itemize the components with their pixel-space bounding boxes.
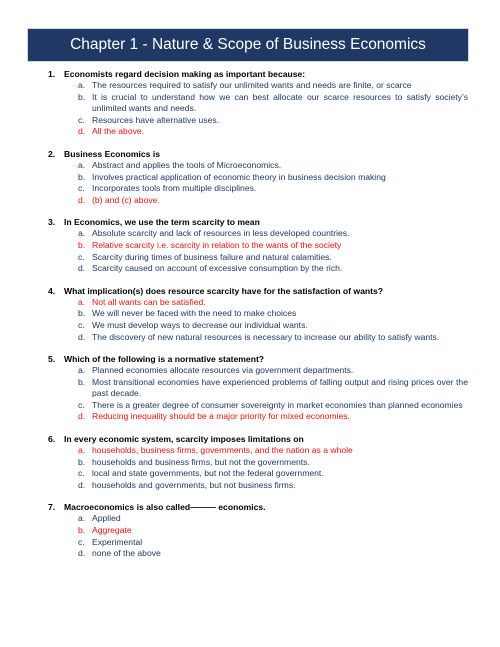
option-letter: d. (78, 331, 86, 342)
question-item (48, 353, 468, 423)
correct-answer-option (78, 297, 468, 309)
answer-option (78, 400, 468, 412)
question-item (48, 216, 468, 274)
option-letter: a. (78, 365, 86, 376)
question-item (48, 285, 468, 343)
option-text: The resources required to satisfy our unlimited wants and needs are finite, or scarce (92, 80, 412, 90)
answer-option (78, 365, 468, 377)
option-letter: b. (78, 376, 86, 387)
option-letter: d. (78, 126, 86, 137)
question-number: 1. (48, 69, 56, 79)
option-text: Applied (92, 513, 121, 524)
option-text: Resources have alternative uses. (92, 114, 220, 125)
option-text: Involves practical application of economic theory in business decision making (92, 171, 386, 182)
option-letter: c. (78, 114, 85, 125)
option-letter: b. (78, 239, 86, 250)
question-item (48, 433, 468, 491)
option-list (48, 297, 468, 343)
correct-answer-option (78, 240, 468, 252)
question-text (48, 353, 468, 365)
answer-option (78, 263, 468, 275)
answer-option (78, 172, 468, 184)
answer-option (78, 308, 468, 320)
option-text: (b) and (c) above. (92, 194, 160, 205)
answer-option (78, 377, 468, 400)
option-text: It is crucial to understand how we can best allocate our scarce resources to satisfy society’s unlimited wants and needs. (92, 91, 468, 114)
answer-option (78, 320, 468, 332)
option-list (48, 228, 468, 274)
option-letter: a. (78, 159, 86, 170)
answer-option (78, 228, 468, 240)
answer-option (78, 252, 468, 264)
option-letter: c. (78, 536, 85, 547)
option-text: households and governments, but not business firms. (92, 479, 296, 490)
option-text: All the above. (92, 126, 145, 137)
chapter-title: Chapter 1 - Nature & Scope of Business Economics (70, 36, 426, 53)
option-text: The discovery of new natural resources is necessary to increase our ability to satisfy wants. (92, 331, 440, 342)
question-stem: In Economics, we use the term scarcity to mean (64, 217, 260, 228)
option-letter: c. (78, 399, 85, 410)
question-stem: Economists regard decision making as important because: (64, 69, 306, 79)
option-list (48, 365, 468, 423)
option-letter: c. (78, 251, 85, 262)
option-letter: a. (78, 80, 86, 90)
option-text: Not all wants can be satisfied. (92, 296, 206, 307)
option-letter: c. (78, 319, 85, 330)
answer-option (78, 160, 468, 172)
option-text: Abstract and applies the tools of Microeconomics. (92, 159, 282, 170)
option-letter: d. (78, 411, 86, 422)
answer-option (78, 480, 468, 492)
option-text: Absolute scarcity and lack of resources in less developed countries. (92, 228, 350, 239)
option-text: households, business firms, governments, and the nation as a whole (92, 445, 353, 456)
question-list (48, 68, 468, 570)
chapter-title-banner (28, 29, 468, 61)
option-text: We must develop ways to decrease our individual wants. (92, 319, 308, 330)
question-text (48, 148, 468, 160)
option-text: households and business firms, but not the governments. (92, 456, 310, 467)
correct-answer-option (78, 411, 468, 423)
option-text: local and state governments, but not the federal government. (92, 468, 324, 479)
question-text (48, 501, 468, 513)
option-letter: d. (78, 263, 86, 274)
question-number: 7. (48, 502, 56, 513)
option-text: Reducing inequality should be a major priority for mixed economies. (92, 411, 350, 422)
question-text (48, 68, 468, 80)
option-letter: b. (78, 525, 86, 536)
option-letter: c. (78, 468, 85, 479)
answer-option (78, 115, 468, 127)
correct-answer-option (78, 445, 468, 457)
option-text: There is a greater degree of consumer sovereignty in market economies than planned economies (92, 399, 463, 410)
option-text: We will never be faced with the need to make choices (92, 308, 297, 319)
option-text: none of the above (92, 548, 161, 559)
option-letter: a. (78, 228, 86, 239)
option-letter: b. (78, 171, 86, 182)
question-stem: Business Economics is (64, 148, 160, 159)
answer-option (78, 513, 468, 525)
question-text (48, 433, 468, 445)
option-text: Relative scarcity i.e. scarcity in relation to the wants of the society (92, 239, 342, 250)
question-item (48, 501, 468, 559)
question-number: 6. (48, 434, 56, 445)
option-list (48, 445, 468, 491)
question-stem: In every economic system, scarcity imposes limitations on (64, 434, 304, 445)
option-letter: d. (78, 548, 86, 559)
question-stem: What implication(s) does resource scarcity have for the satisfaction of wants? (64, 285, 384, 296)
option-text: Scarcity caused on account of excessive consumption by the rich. (92, 263, 343, 274)
option-letter: b. (78, 91, 86, 102)
answer-option (78, 548, 468, 560)
answer-option (78, 537, 468, 549)
answer-option (78, 468, 468, 480)
option-list (48, 160, 468, 206)
option-letter: d. (78, 479, 86, 490)
answer-option (78, 80, 468, 92)
answer-option (78, 332, 468, 344)
option-letter: a. (78, 445, 86, 456)
question-number: 4. (48, 285, 56, 296)
option-letter: d. (78, 194, 86, 205)
question-stem: Macroeconomics is also called——— economics. (64, 502, 266, 513)
option-letter: c. (78, 183, 85, 194)
answer-option (78, 457, 468, 469)
question-stem: Which of the following is a normative statement? (64, 354, 265, 365)
option-text: Experimental (92, 536, 143, 547)
question-text (48, 216, 468, 228)
question-item (48, 68, 468, 138)
option-text: Most transitional economies have experienced problems of falling output and rising prices over the past decade. (92, 376, 468, 399)
question-number: 2. (48, 148, 56, 159)
option-letter: b. (78, 308, 86, 319)
question-item (48, 148, 468, 206)
answer-option (78, 92, 468, 115)
option-letter: a. (78, 513, 86, 524)
question-text (48, 285, 468, 297)
answer-option (78, 183, 468, 195)
option-text: Aggregate (92, 525, 132, 536)
option-letter: a. (78, 296, 86, 307)
option-letter: b. (78, 456, 86, 467)
question-number: 5. (48, 354, 56, 365)
option-text: Scarcity during times of business failure and natural calamities. (92, 251, 332, 262)
option-list (48, 80, 468, 138)
correct-answer-option (78, 525, 468, 537)
correct-answer-option (78, 126, 468, 138)
option-text: Incorporates tools from multiple disciplines. (92, 183, 257, 194)
option-text: Planned economies allocate resources via government departments. (92, 365, 354, 376)
option-list (48, 513, 468, 559)
correct-answer-option (78, 195, 468, 207)
question-number: 3. (48, 217, 56, 228)
